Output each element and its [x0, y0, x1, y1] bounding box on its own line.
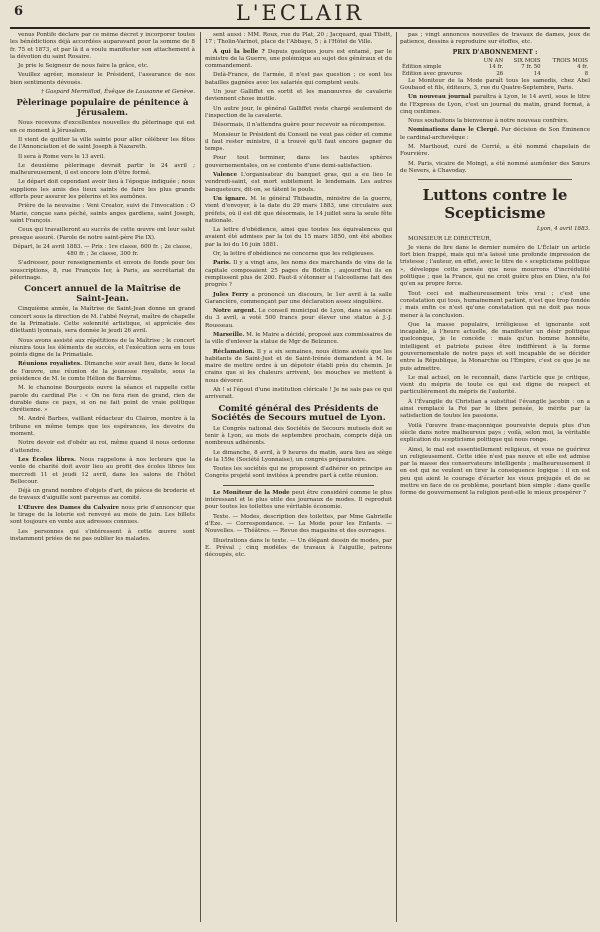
paragraph: Le Moniteur de la Mode paraît tous les samedis, chez Abel Goubaud et fils, éditeurs, 3, rue du Quatre-Septembre, Paris. — [400, 77, 590, 91]
article-heading: Comité général des Présidents de Sociétés de Secours mutuel de Lyon. — [211, 403, 386, 424]
paragraph-text: Il y a six semaines, nous étions avisés que les habitants de Saint-Just et de Saint-Irénée demandent à M. le maire de mettre ordre à un dépotoir établi près du chemin. Je crains que si les chaleurs arrivent, les mouches se mettent à nous dévorer. — [205, 348, 392, 384]
dateline: Lyon, 4 avril 1883. — [536, 226, 590, 233]
table-cell: 26 — [496, 71, 504, 78]
table-cell: Édition avec gravures — [402, 71, 462, 78]
subscription-heading: PRIX D'ABONNEMENT : — [452, 48, 538, 56]
paragraph: Le mal actuel, on le reconnaît, dans l'article que je critique, vient du mépris de toute ce qui est digne de respect et particulièrement du mépris de l'autorité. — [400, 374, 590, 396]
paragraph: Notre devoir est d'obéir au roi, même quand il nous ordonne d'attendre. — [10, 440, 195, 454]
paragraph-text: Il y a vingt ans, les noms des marchands de vins de la capitale composaient 25 pages du Bottin ; aujourd'hui ils en remplissent plus de 200. Faut-il s'étonner si l'alcoolisme fait des progrès ? — [205, 260, 392, 289]
run-in-heading: Valence — [213, 172, 238, 179]
article-heading: Pèlerinage populaire de pénitence à Jérusalem. — [16, 98, 189, 118]
paragraph: Or, la lettre d'obédience ne concerne que les religieuses. — [213, 251, 375, 258]
paragraph: Nous recevons d'excellentes nouvelles du pèlerinage qui est en ce moment à Jérusalem. — [10, 120, 195, 134]
paragraph: Un jour Galliffet en sortit et les manœuvres de cavalerie deviennent chose inutile. — [205, 89, 392, 103]
paragraph: sent aussi : MM. Roux, rue du Plat, 20 ; Jacquard, quai Tilsitt, 17 ; Tholin-Varinot, place de l'Abbaye, 5 ; à l'Hôtel de Ville. — [205, 32, 392, 46]
paragraph: Texte. — Modes, description des toilettes, par Mme Gabrielle d'Èze. — Correspondance. — La Mode pour les Enfants. — Nouvelles. — Théâtres. — Revue des magasins et des ouvrages. — [205, 513, 392, 535]
paragraph: Tout ceci est malheureusement très vrai ; c'est une constatation qui tous, humainement parlant, n'est que trop fondée ; mais enfin ce n'est qu'une constatation qui ne doit pas nous mener à la conclusion. — [400, 290, 590, 319]
paragraph: Il sera à Rome vers le 13 avril. — [18, 153, 105, 160]
column-divider — [396, 32, 397, 922]
paragraph: Illustrations dans le texte. — Un élégant dessin de modes, par E. Préval ; cinq modèles de travaux à l'aiguille, patrons découpés, etc. — [205, 537, 392, 559]
paragraph: Cinquième année, la Maîtrise de Saint-Jean donne un grand concert sous la direction de M. l'abbé Neyrat, maître de chapelle de la Primatiale. Cette solennité artistique, si appréciée des dilettanti lyonnais, sera donnée le jeudi 26 avril. — [10, 306, 195, 335]
paragraph: Il vient de quitter la ville sainte pour aller célébrer les fêtes de l'Annonciation et de saint Joseph à Nazareth. — [10, 136, 195, 151]
paragraph: Delà-France, de l'armée, il n'est pas question ; ce sont les batailles gagnées avec les salariés qui comptent seuls. — [205, 72, 392, 86]
paragraph: La lettre d'obédience, ainsi que toutes les équivalences qui avaient été admises par la loi du 15 mars 1850, ont été abolies par la loi du 16 juin 1881. — [205, 227, 392, 248]
paragraph: Ah ! si l'égout d'une institution cléricale ! Je ne sais pas ce qui arriverait. — [205, 387, 392, 401]
column-divider — [200, 32, 201, 922]
signature: † Gaspard Mermillod, Évêque de Lausanne et Genève. — [40, 89, 195, 96]
table-row — [400, 71, 590, 78]
table-cell: 8 — [584, 71, 588, 78]
table-cell: Édition simple — [402, 64, 442, 71]
paragraph: S'adresser, pour renseignements et envois de fonds pour les souscriptions, 8, rue François Ier, à Paris, au secrétariat du pèlerinage. — [10, 260, 195, 282]
paragraph: venus Pontife déclare par ce même décret y incorporer toutes les bénédictions déjà accordées auparavant pour la somme de 8 fr. 75 et 1873, et par là il a voulu manifester son attachement à la dévotion du saint Rosaire. — [10, 32, 195, 60]
column-1 — [10, 32, 195, 926]
paragraph: Prière de la neuvaine : Veni Creator, suivi de l'invocation : O Marie, conçue sans péché, saints anges gardiens, saint Joseph, saint François. — [10, 203, 195, 224]
column-3 — [400, 32, 590, 926]
paragraph-text: M. le général Thibaudin, ministre de la guerre, vient d'envoyer, à la date du 29 mars 1883, une circulaire aux préfets, où il est dit que désormais, le 14 juillet sera la seule fête nationale. — [205, 195, 392, 224]
paragraph-text: paraîtra à Lyon, le 14 avril, sous le titre de l'Express de Lyon, c'est un journal du matin, grand format, à cinq centimes. — [400, 94, 590, 115]
paragraph: Nous souhaitons la bienvenue à notre nouveau confrère. — [408, 118, 569, 125]
paragraph: Le Congrès national des Sociétés de Secours mutuels doit se tenir à Lyon, au mois de septembre prochain, compris déjà un nombreux adhérents. — [205, 425, 392, 447]
masthead-rule — [10, 27, 590, 29]
paragraph: Ceux qui travailleront au succès de cette œuvre ont leur salut presque assuré. (Parole de notre saint-père Pie IX). — [10, 227, 195, 241]
salutation: MONSIEUR LE DIRECTEUR, — [408, 235, 492, 242]
run-in-heading: L'Œuvre des Dames du Calvaire — [18, 504, 120, 511]
feature-article-title: Luttons contre le Scepticisme — [422, 186, 568, 223]
paragraph-text: Nous rappelons à nos lecteurs que la vente de charité doit avoir lieu au profit des écoles libres les mercredi 11 et jeudi 12 avril, dans les salons de l'hôtel Bellecour. — [10, 456, 195, 485]
paragraph-text: Dimanche soir avait lieu, dans le local de l'œuvre, une réunion de la jeunesse royaliste, sous la présidence de M. le comte Hélion de Barrême. — [10, 361, 195, 382]
section-divider — [223, 485, 374, 486]
run-in-heading: Le Moniteur de la Mode — [213, 489, 290, 496]
paragraph-text: M. le Maire a décidé, proposé aux commissaires de la ville d'enlever la statue de Mgr de Belzunce. — [205, 331, 392, 346]
table-cell: 14 — [533, 71, 541, 78]
paragraph: Voilà l'œuvre franc-maçonnique poursuivie depuis plus d'un siècle dans notre malheureux pays ; voilà, selon moi, la véritable explication du scepticisme politique qui nous ronge. — [400, 422, 590, 444]
table-cell: 4 fr. — [577, 64, 588, 71]
paragraph-text: Le conseil municipal de Lyon, dans sa séance du 3 avril, a voté 500 francs pour élever une statue à J.-J. Rousseau. — [205, 308, 392, 329]
paragraph: Déjà un grand nombre d'objets d'art, de pièces de broderie et de travaux d'aiguille sont parvenus au comité. — [10, 488, 195, 502]
paragraph-text: peut être considéré comme le plus intéressant et le plus utile des journaux de modes. Il reproduit pour toutes les toilettes une véritable économie. — [205, 489, 392, 511]
section-divider — [418, 179, 572, 180]
table-cell: 7 fr. 50 — [521, 64, 541, 71]
table-cell: 14 fr. — [488, 64, 504, 71]
paragraph: M. Marthoud, curé de Cerrié, a été nommé chapelain de Fourvière. — [400, 144, 590, 158]
paragraph: Les personnes qui s'intéressent à cette œuvre sont instamment priées de ne pas oublier les malades. — [10, 528, 195, 542]
run-in-heading: Réclamation. — [213, 348, 255, 355]
run-in-heading: Marseille. — [213, 331, 245, 338]
newspaper-title: L'ECLAIR — [235, 1, 365, 25]
paragraph: Nous avons assisté aux répétitions de la Maîtrise ; le concert réunira tous les éléments de succès, et l'exécution sera en tous points digne de la Primatiale. — [10, 337, 195, 359]
paragraph: Pour tout terminer, dans les hautes sphères gouvernementales, on se contente d'une demi-satisfaction. — [205, 155, 392, 169]
paragraph-text: Par décision de Son Éminence le cardinal-archevêque : — [400, 127, 590, 141]
masthead — [0, 0, 600, 30]
run-in-heading: Nominations dans le Clergé. — [408, 127, 500, 134]
paragraph: Monsieur le Président du Conseil ne veut pas céder et comme il faut rester ministre, il a trouvé qu'il faut encore gagner du temps. — [205, 131, 392, 153]
column-2 — [205, 32, 392, 926]
paragraph-text: nous prie d'annoncer que le tirage de la loterie est renvoyé au mois de juin. Les billets sont toujours en vente aux adresses connues. — [10, 504, 195, 526]
paragraph: Le départ doit cependant avoir lieu à l'époque indiquée ; nous supplions les amis des lieux saints de faire les plus grands efforts pour assurer les pèlerins et les aumônes. — [10, 179, 195, 201]
paragraph-text: a prononcé un discours, le 1er avril à la salle Garancière, commençant par une déclaration assez singulière. — [205, 291, 392, 305]
run-in-heading: Un nouveau journal — [408, 94, 471, 101]
paragraph: Je viens de lire dans le dernier numéro de L'Éclair un article fort bien frappé, mais qui m'a laissé une profonde impression de tristesse ; l'auteur, en effet, avec le titre de « scepticisme politique », développe cette pensée que nous mourrons d'incrédulité politique ; que la France, qui ne croit guère plus en Dieu, n'a foi qu'en sa propre force. — [400, 244, 590, 288]
paragraph: M. André Barbes, vaillant rédacteur du Clairon, montre à la tribune en même temps que les espérances, les devoirs du moment. — [10, 416, 195, 438]
paragraph-text: Depuis quelques jours est entamé, par le ministre de la Guerre, une polémique au sujet des généraux et du commandement. — [205, 48, 392, 70]
table-header: UN AN — [483, 57, 504, 64]
paragraph: À l'Évangile du Christian a substitué l'évangile jacobin : on a ainsi remplacé la Foi par le libre pensée, le mérite par la satisfaction de toutes les passions. — [400, 398, 590, 420]
run-in-heading: Paris. — [213, 260, 231, 267]
paragraph: Je prie le Seigneur de nous faire la grâce, etc. — [18, 63, 149, 70]
paragraph: Le deuxième pèlerinage devrait partir le 24 avril ; malheureusement, il est encore loin d'être formé. — [10, 162, 195, 177]
subscription-table — [400, 58, 590, 78]
run-in-heading: À qui la belle ? — [213, 48, 265, 55]
paragraph: Un autre jour, le général Galliffet reste chargé seulement de l'inspection de la cavalerie. — [205, 105, 392, 119]
paragraph: Ainsi, le mal est essentiellement religieux, et vous ne guérirez un religieusement. Cette idée n'est pas neuve et elle est admise par la masse des conservateurs intelligents ; malheureusement il en est qui ne veulent en tirer la conséquence logique : il en est peu qui aient le courage d'écarter les vieux préjugés et de se mettre en face de ce problème, pourtant bien simple : dans quelle forme de gouvernement la religion peut-elle le mieux prospérer ? — [400, 446, 590, 497]
paragraph: pas ; vingt annonces nouvelles de travaux de dames, jeux de patience, dessins à reproduire sur étoffes, etc. — [400, 32, 590, 46]
paragraph: Que la masse populaire, irréligieuse et ignorante soit incapable, à l'heure actuelle, de manifester un désir politique quelconque, je le concède : mais qu'un homme honnête, intelligent et patriote puisse être indifférent à la forme gouvernementale de notre pays et soit incapable de se décider entre la République, la Monarchie ou l'Empire, c'est ce que je ne puis admettre. — [400, 321, 590, 372]
run-in-heading: Un ignare. — [213, 195, 248, 202]
run-in-heading: Réunions royalistes. — [18, 361, 83, 368]
paragraph: Veuillez agréer, monsieur le Président, l'assurance de nos bien sentiments dévoués. — [10, 72, 195, 86]
paragraph: Le dimanche, 8 avril, à 9 heures du matin, aura lieu au siège de la 159e (Société Lyonnaise), un congrès préparatoire. — [205, 449, 392, 463]
article-heading: Concert annuel de la Maîtrise de Saint-Jean. — [24, 284, 181, 304]
paragraph: Toutes les sociétés qui ne proposent d'adhérer en principe au Congrès projeté sont invitées à prendre part à cette réunion. — [205, 466, 392, 480]
table-header: TROIS MOIS — [552, 57, 588, 64]
paragraph: M. Paris, vicaire de Moingt, a été nommé aumônier des Sœurs de Nevers, à Chavoday. — [400, 160, 590, 174]
paragraph: Désormais, il n'attendra guère pour recevoir sa récompense. — [213, 122, 386, 129]
paragraph: Départ, le 24 avril 1883. — Prix : 1re classe, 600 fr. ; 2e classe, 480 fr. ; 3e classe, 300 fr. — [12, 243, 193, 258]
page-number: 6 — [14, 4, 24, 19]
run-in-heading: Les Écoles libres. — [18, 456, 76, 463]
run-in-heading: Notre argent. — [213, 308, 257, 315]
table-header: SIX MOIS — [513, 57, 541, 64]
paragraph-text: L'organisateur du banquet gras, qui a eu lieu le vendredi-saint, est mort subitement le lendemain. Les autres banqueteurs, dit-on, se tâtent le pouls. — [205, 172, 392, 193]
run-in-heading: Jules Ferry — [213, 291, 249, 298]
paragraph: M. le chanoine Bourgeois ouvre la séance et rappelle cette parole du cardinal Pie : « On ne fera rien de grand, rien de durable dans ce pays, si on ne fait point de vraie politique chrétienne. » — [10, 385, 195, 414]
